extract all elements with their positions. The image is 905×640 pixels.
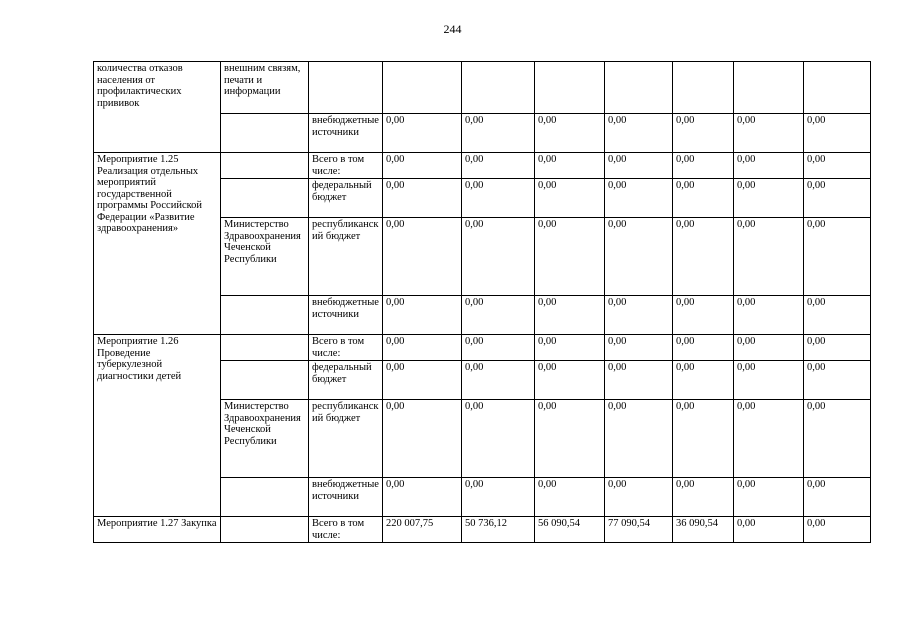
source-cell: внебюджетные источники — [309, 114, 383, 153]
value-cell: 0,00 — [383, 400, 462, 478]
executor-cell: внешним связям, печати и информации — [221, 62, 309, 114]
value-cell: 0,00 — [535, 153, 605, 179]
table-row — [94, 335, 871, 361]
value-cell: 0,00 — [734, 296, 804, 335]
value-cell: 77 090,54 — [605, 517, 673, 543]
source-cell: внебюджетные источники — [309, 296, 383, 335]
value-cell: 0,00 — [673, 361, 734, 400]
value-cell: 0,00 — [804, 517, 871, 543]
event-cell: количества отказов населения от профилактических прививок — [94, 62, 221, 153]
value-cell: 0,00 — [535, 114, 605, 153]
executor-cell — [221, 517, 309, 543]
source-cell: республиканский бюджет — [309, 218, 383, 296]
value-cell: 0,00 — [605, 114, 673, 153]
value-cell: 0,00 — [673, 335, 734, 361]
source-cell: федеральный бюджет — [309, 179, 383, 218]
table-row — [94, 517, 871, 543]
value-cell: 0,00 — [605, 400, 673, 478]
value-cell: 0,00 — [734, 517, 804, 543]
value-cell — [462, 62, 535, 114]
value-cell: 0,00 — [605, 361, 673, 400]
value-cell: 0,00 — [734, 335, 804, 361]
value-cell: 0,00 — [535, 400, 605, 478]
value-cell: 0,00 — [383, 153, 462, 179]
value-cell: 0,00 — [462, 335, 535, 361]
value-cell — [383, 62, 462, 114]
value-cell: 220 007,75 — [383, 517, 462, 543]
source-cell: федеральный бюджет — [309, 361, 383, 400]
executor-cell: Министерство Здравоохранения Чеченской Республики — [221, 400, 309, 478]
budget-table — [93, 61, 871, 543]
event-cell: Мероприятие 1.25 Реализация отдельных мероприятий государственной программы Российской Федерации «Развитие здравоохранения» — [94, 153, 221, 335]
value-cell: 0,00 — [462, 114, 535, 153]
value-cell: 0,00 — [383, 361, 462, 400]
value-cell: 0,00 — [383, 114, 462, 153]
value-cell: 56 090,54 — [535, 517, 605, 543]
value-cell: 0,00 — [734, 114, 804, 153]
value-cell: 0,00 — [734, 218, 804, 296]
table-row — [94, 153, 871, 179]
value-cell: 0,00 — [462, 179, 535, 218]
value-cell: 0,00 — [462, 400, 535, 478]
value-cell: 0,00 — [383, 179, 462, 218]
value-cell: 0,00 — [605, 218, 673, 296]
value-cell: 0,00 — [804, 335, 871, 361]
value-cell: 0,00 — [804, 296, 871, 335]
value-cell: 0,00 — [383, 478, 462, 517]
value-cell: 0,00 — [605, 478, 673, 517]
value-cell: 0,00 — [734, 361, 804, 400]
value-cell — [734, 62, 804, 114]
value-cell: 0,00 — [673, 153, 734, 179]
executor-cell — [221, 335, 309, 361]
value-cell: 0,00 — [673, 296, 734, 335]
event-cell: Мероприятие 1.26 Проведение туберкулезной диагностики детей — [94, 335, 221, 517]
value-cell: 0,00 — [462, 296, 535, 335]
table-row — [94, 62, 871, 114]
executor-cell — [221, 114, 309, 153]
source-cell: Всего в том числе: — [309, 517, 383, 543]
value-cell: 0,00 — [804, 114, 871, 153]
value-cell: 0,00 — [804, 361, 871, 400]
value-cell: 0,00 — [804, 400, 871, 478]
executor-cell: Министерство Здравоохранения Чеченской Республики — [221, 218, 309, 296]
value-cell: 0,00 — [605, 179, 673, 218]
value-cell: 0,00 — [535, 296, 605, 335]
value-cell: 0,00 — [804, 179, 871, 218]
executor-cell — [221, 478, 309, 517]
value-cell: 0,00 — [383, 296, 462, 335]
value-cell: 0,00 — [605, 296, 673, 335]
value-cell: 0,00 — [535, 179, 605, 218]
value-cell: 36 090,54 — [673, 517, 734, 543]
value-cell: 0,00 — [804, 153, 871, 179]
source-cell: Всего в том числе: — [309, 153, 383, 179]
value-cell: 0,00 — [383, 335, 462, 361]
value-cell: 50 736,12 — [462, 517, 535, 543]
executor-cell — [221, 179, 309, 218]
value-cell: 0,00 — [383, 218, 462, 296]
value-cell: 0,00 — [535, 335, 605, 361]
value-cell: 0,00 — [734, 478, 804, 517]
value-cell: 0,00 — [605, 335, 673, 361]
value-cell — [535, 62, 605, 114]
event-cell: Мероприятие 1.27 Закупка — [94, 517, 221, 543]
value-cell: 0,00 — [673, 179, 734, 218]
source-cell — [309, 62, 383, 114]
value-cell: 0,00 — [462, 361, 535, 400]
value-cell: 0,00 — [804, 218, 871, 296]
value-cell: 0,00 — [605, 153, 673, 179]
value-cell — [804, 62, 871, 114]
source-cell: республиканский бюджет — [309, 400, 383, 478]
value-cell: 0,00 — [673, 114, 734, 153]
value-cell: 0,00 — [462, 218, 535, 296]
value-cell: 0,00 — [804, 478, 871, 517]
value-cell: 0,00 — [673, 400, 734, 478]
value-cell: 0,00 — [734, 153, 804, 179]
source-cell: Всего в том числе: — [309, 335, 383, 361]
executor-cell — [221, 153, 309, 179]
executor-cell — [221, 361, 309, 400]
value-cell — [605, 62, 673, 114]
value-cell: 0,00 — [734, 179, 804, 218]
value-cell: 0,00 — [462, 478, 535, 517]
value-cell: 0,00 — [535, 361, 605, 400]
value-cell: 0,00 — [462, 153, 535, 179]
value-cell: 0,00 — [734, 400, 804, 478]
value-cell: 0,00 — [535, 218, 605, 296]
source-cell: внебюджетные источники — [309, 478, 383, 517]
page-number: 244 — [443, 22, 462, 36]
value-cell: 0,00 — [673, 218, 734, 296]
value-cell: 0,00 — [673, 478, 734, 517]
value-cell: 0,00 — [535, 478, 605, 517]
value-cell — [673, 62, 734, 114]
executor-cell — [221, 296, 309, 335]
